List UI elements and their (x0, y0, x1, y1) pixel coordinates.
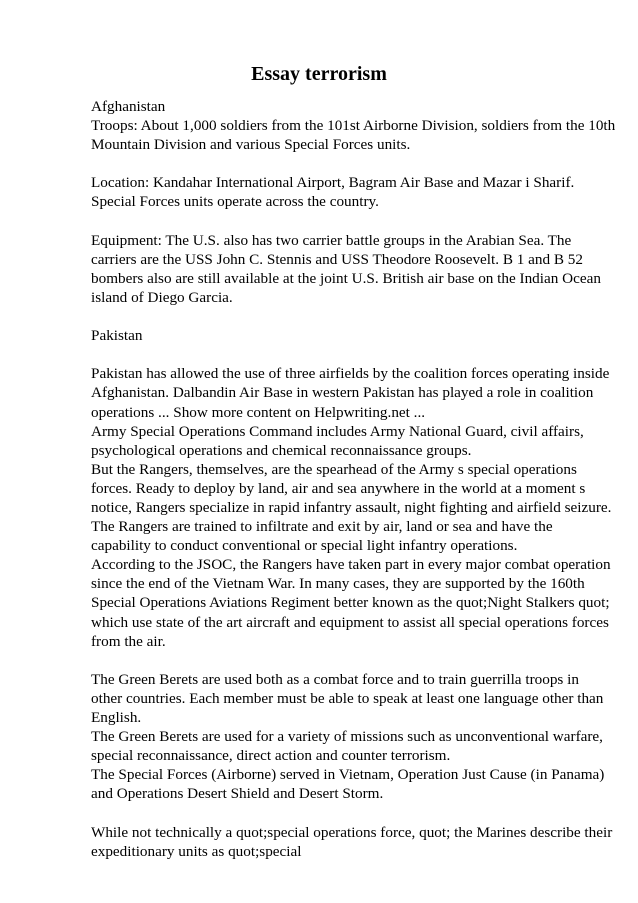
paragraph (91, 173, 611, 211)
paragraph (91, 823, 611, 861)
paragraph-gap (91, 212, 611, 231)
paragraph-gap (91, 307, 611, 326)
paragraph-gap (91, 345, 611, 364)
text-line: Mountain Division and various Special Forces units. (91, 136, 411, 154)
text-line: special reconnaissance, direct action and counter terrorism. (91, 747, 451, 765)
text-line: Equipment: The U.S. also has two carrier battle groups in the Arabian Sea. The (91, 231, 572, 249)
paragraph-gap (91, 154, 611, 173)
paragraph-gap (91, 803, 611, 822)
text-line: island of Diego Garcia. (91, 288, 233, 306)
text-line: Special Operations Aviations Regiment better known as the quot;Night Stalkers quot; (91, 594, 610, 612)
text-line: The Rangers are trained to infiltrate and exit by air, land or sea and have the (91, 518, 553, 536)
text-line: Location: Kandahar International Airport, Bagram Air Base and Mazar i Sharif. (91, 174, 575, 192)
text-line: forces. Ready to deploy by land, air and sea anywhere in the world at a moment s (91, 479, 586, 497)
text-line: Pakistan (91, 327, 143, 345)
text-line: capability to conduct conventional or special light infantry operations. (91, 537, 518, 555)
text-line: Special Forces units operate across the country. (91, 193, 379, 211)
text-line: The Green Berets are used both as a combat force and to train guerrilla troops in (91, 670, 579, 688)
paragraph (91, 364, 611, 650)
paragraph (91, 326, 611, 345)
text-line: The Green Berets are used for a variety of missions such as unconventional warfare, (91, 728, 603, 746)
text-line: other countries. Each member must be able to speak at least one language other than (91, 689, 604, 707)
document-title: Essay terrorism (251, 63, 387, 85)
text-line: which use state of the art aircraft and equipment to assist all special operations forces (91, 613, 609, 631)
paragraph (91, 97, 616, 154)
text-line: According to the JSOC, the Rangers have taken part in every major combat operation (91, 556, 611, 574)
text-line: notice, Rangers specialize in rapid infantry assault, night fighting and airfield seizure. (91, 498, 612, 516)
text-line: operations ... Show more content on Helpwriting.net ... (91, 403, 426, 421)
text-line: Afghanistan (91, 98, 166, 115)
text-line: While not technically a quot;special operations force, quot; the Marines describe their (91, 823, 613, 841)
text-line: bombers also are still available at the joint U.S. British air base on the Indian Ocean (91, 269, 601, 287)
text-line: But the Rangers, themselves, are the spearhead of the Army s special operations (91, 460, 577, 478)
text-line: The Special Forces (Airborne) served in Vietnam, Operation Just Cause (in Panama) (91, 766, 605, 784)
text-line: Army Special Operations Command includes Army National Guard, civil affairs, (91, 422, 584, 440)
text-line: since the end of the Vietnam War. In many cases, they are supported by the 160th (91, 575, 585, 593)
text-line: expeditionary units as quot;special (91, 842, 302, 860)
text-line: Pakistan has allowed the use of three airfields by the coalition forces operating inside (91, 365, 610, 383)
text-line: from the air. (91, 632, 166, 650)
text-line: carriers are the USS John C. Stennis and USS Theodore Roosevelt. B 1 and B 52 (91, 250, 583, 268)
text-line: psychological operations and chemical reconnaissance groups. (91, 441, 472, 459)
text-line: and Operations Desert Shield and Desert Storm. (91, 785, 384, 803)
paragraph (91, 231, 611, 307)
text-line: Afghanistan. Dalbandin Air Base in western Pakistan has played a role in coalition (91, 384, 594, 402)
text-line: English. (91, 709, 142, 726)
document-body (91, 97, 616, 861)
text-line: Troops: About 1,000 soldiers from the 101st Airborne Division, soldiers from the 10th (91, 117, 616, 135)
paragraph-gap (91, 651, 611, 670)
paragraph (91, 670, 611, 804)
